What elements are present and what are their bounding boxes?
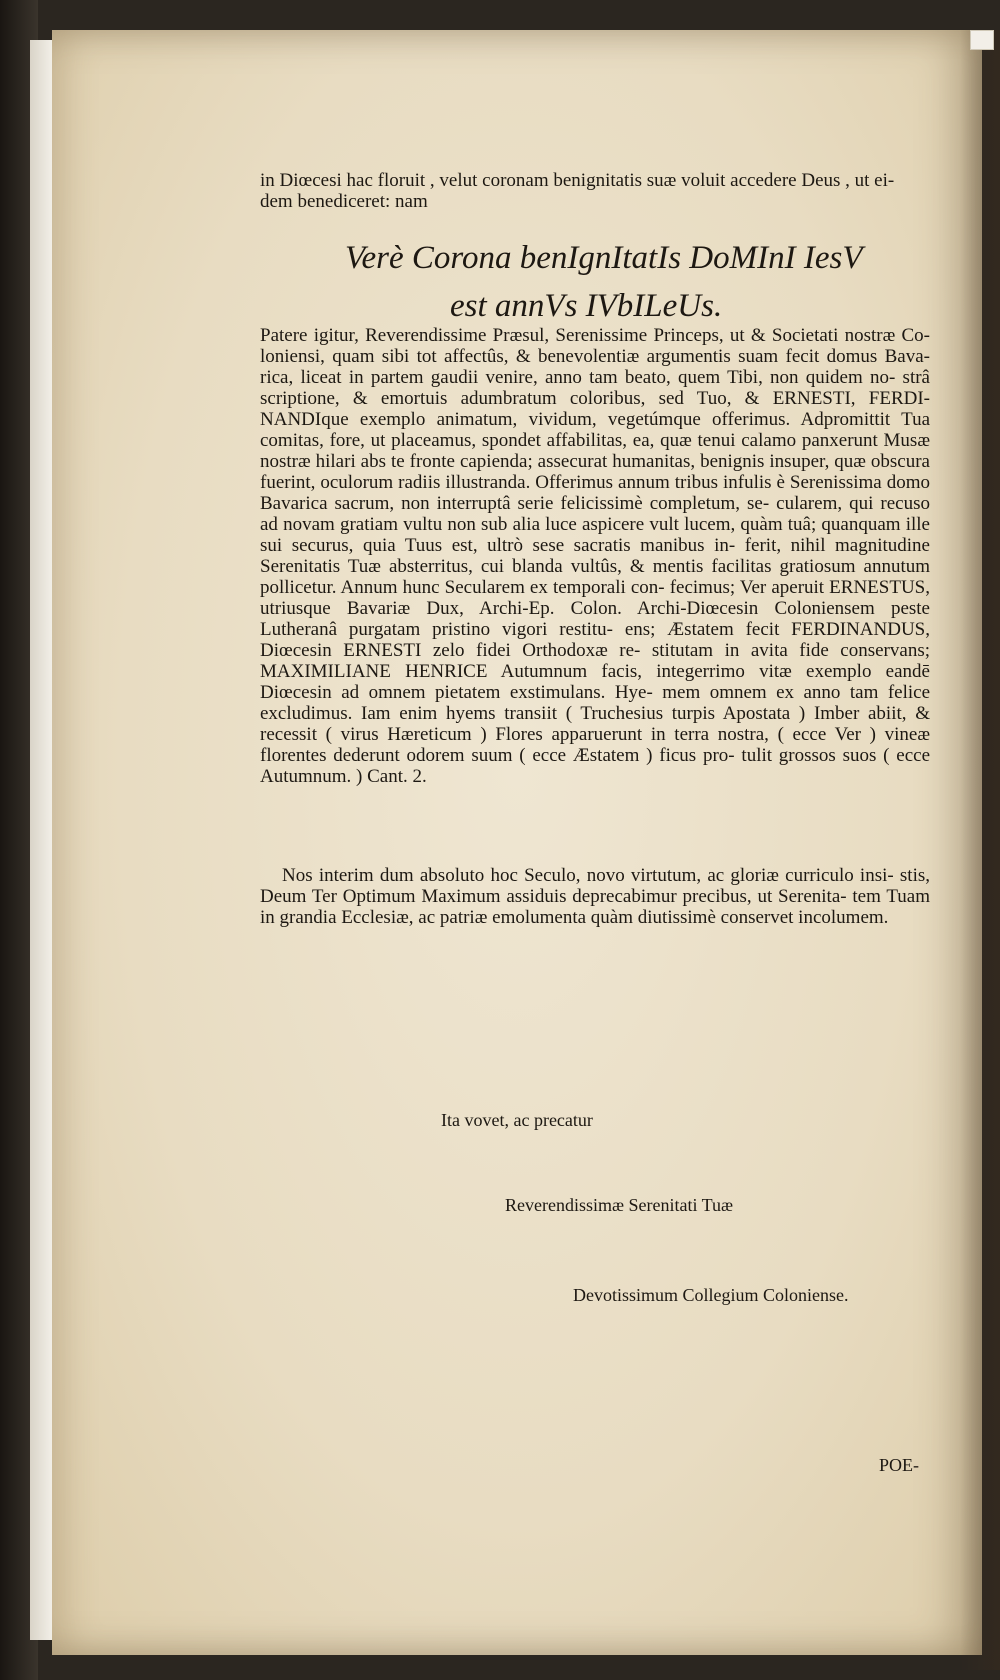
- catchword: POE-: [879, 1455, 919, 1475]
- corner-tab: [970, 30, 994, 50]
- closing-text: [260, 865, 930, 928]
- signature-line-1: Ita vovet, ac precatur: [441, 1110, 593, 1130]
- motto-line-2: est annVs IVbILeUs.: [450, 288, 723, 324]
- closing-paragraph: Nos interim dum absoluto hoc Seculo, novo virtutum, ac gloriæ curriculo insi- stis, Deum Ter Optimum Maximum assiduis deprecabimur precibus, ut Serenita- tem Tuam in grandia Ecclesiæ, ac patriæ emolumenta quàm diutissimè conservet incolumem.: [260, 865, 930, 928]
- body-text: [260, 325, 930, 787]
- motto-line-1: Verè Corona benIgnItatIs DoMInI IesV: [345, 240, 863, 276]
- signature-line-3: Devotissimum Collegium Coloniense.: [573, 1285, 849, 1305]
- page-curl-shadow: [960, 30, 1000, 1670]
- body-paragraph: Patere igitur, Reverendissime Præsul, Serenissime Princeps, ut & Societati nostræ Co- loniensi, quam sibi tot affectûs, & benevolentiæ argumentis suam fecit domus Bava- rica, liceat in partem gaudii venire, anno tam beato, quem Tibi, non quidem no- strâ scriptione, & emortuis adumbratum coloribus, sed Tuo, & ERNESTI, FERDI- NANDIque exemplo animatum, vividum, vegetúmque offerimus. Adpromittit Tua comitas, fore, ut placeamus, spondet affabilitas, ea, quæ tenui calamo panxerunt Musæ nostræ hilari abs te fronte capienda; assecurat humanitas, benignis insuper, quæ obscura fuerint, oculorum radiis illustranda. Offerimus annum tribus infulis è Serenissima domo Bavarica sacrum, non interruptâ serie felicissimè completum, se- cularem, qui recuso ad novam gratiam vultu non sub alia luce aspicere vult lucem, quàm tuâ; quanquam ille sui securus, quia Tuus est, ultrò sese sacratis manibus in- ferit, nihil magnitudine Serenitatis Tuæ absterritus, cui blanda vultûs, & mentis facilitas gratiosum annutum pollicetur. Annum hunc Secularem ex temporali con- fecimus; Ver aperuit ERNESTUS, utriusque Bavariæ Dux, Archi-Ep. Colon. Archi-Diœcesin Coloniensem peste Lutheranâ purgatam pristino vigori restitu- ens; Æstatem fecit FERDINANDUS, Diœcesin ERNESTI zelo fidei Orthodoxæ re- stitutam in avita fide conservans; MAXIMILIANE HENRICE Autumnum facis, integerrimo vitæ exemplo eandē Diœcesin ad omnem pietatem exstimulans. Hye- mem omnem ex anno tam felice excludimus. Iam enim hyems transiit ( Truchesius turpis Apostata ) Imber abiit, & recessit ( virus Hæreticum ) Flores apparuerunt in terra nostra, ( ecce Ver ) vineæ florentes dederunt odorem suum ( ecce Æstatem ) ficus pro- tulit grossos suos ( ecce Autumnum. ) Cant. 2.: [260, 325, 930, 787]
- intro-text: in Diœcesi hac floruit , velut coronam benignitatis suæ voluit accedere Deus , ut ei- dem benediceret: nam: [260, 170, 895, 212]
- signature-line-2: Reverendissimæ Serenitati Tuæ: [505, 1195, 734, 1215]
